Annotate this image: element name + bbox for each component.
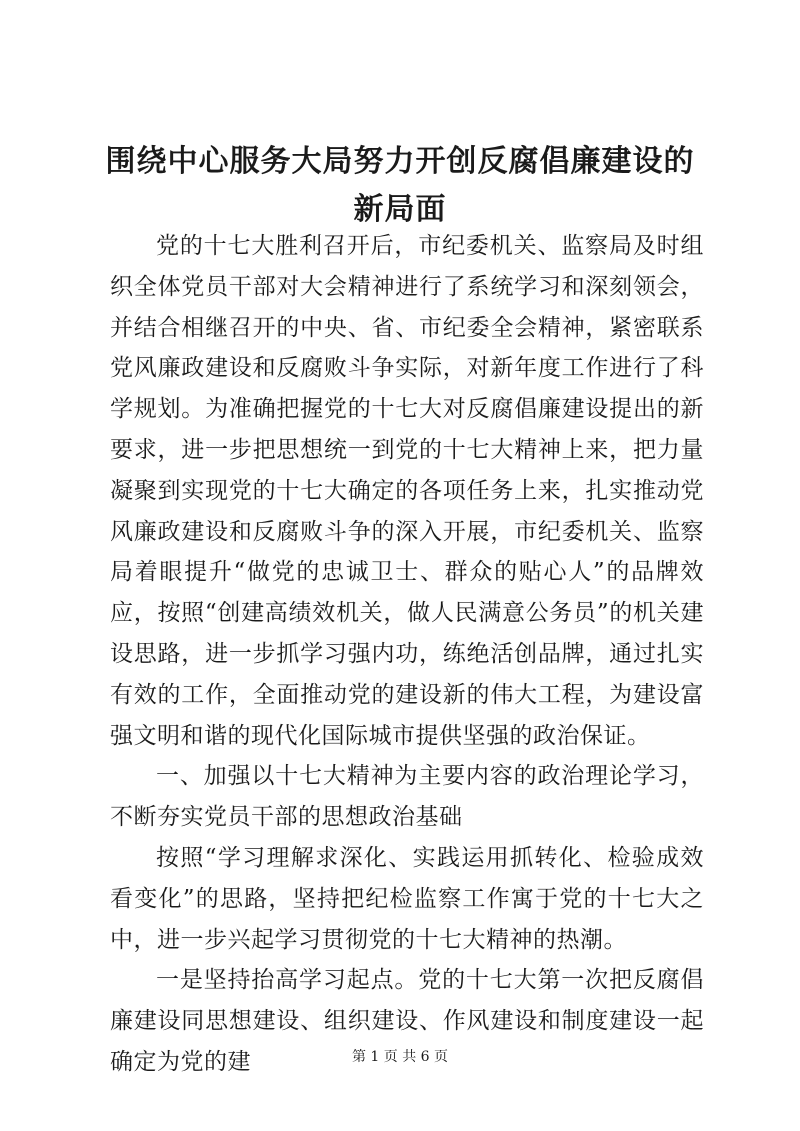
paragraph-approach: 按照“学习理解求深化、实践运用抓转化、检验成效看变化”的思路，坚持把纪检监察工作寓于党的十七大之中，进一步兴起学习贯彻党的十七大精神的热潮。 [110, 844, 704, 953]
section-heading-1: 一、加强以十七大精神为主要内容的政治理论学习，不断夯实党员干部的思想政治基础 [110, 763, 704, 831]
paragraph-intro: 党的十七大胜利召开后，市纪委机关、监察局及时组织全体党员干部对大会精神进行了系统学习和深刻领会，并结合相继召开的中央、省、市纪委全会精神，紧密联系党风廉政建设和反腐败斗争实际，对新年度工作进行了科学规划。为准确把握党的十七大对反腐倡廉建设提出的新要求，进一步把思想统一到党的十七大精神上来，把力量凝聚到实现党的十七大确定的各项任务上来，扎实推动党风廉政建设和反腐败斗争的深入开展，市纪委机关、监察局着眼提升“做党的忠诚卫士、群众的贴心人”的品牌效应，按照“创建高绩效机关，做人民满意公务员”的机关建设思路，进一步抓学习强内功，练绝活创品牌，通过扎实有效的工作，全面推动党的建设新的伟大工程，为建设富强文明和谐的现代化国际城市提供坚强的政治保证。 [110, 233, 704, 749]
paragraph-point-1: 一是坚持抬高学习起点。党的十七大第一次把反腐倡廉建设同思想建设、组织建设、作风建设和制度建设一起确定为党的建 [110, 967, 704, 1075]
document-title: 围绕中心服务大局努力开创反腐倡廉建设的新局面 [105, 144, 695, 227]
document-body [110, 226, 704, 1083]
page-footer: 第 1 页 共 6 页 [351, 1049, 449, 1065]
